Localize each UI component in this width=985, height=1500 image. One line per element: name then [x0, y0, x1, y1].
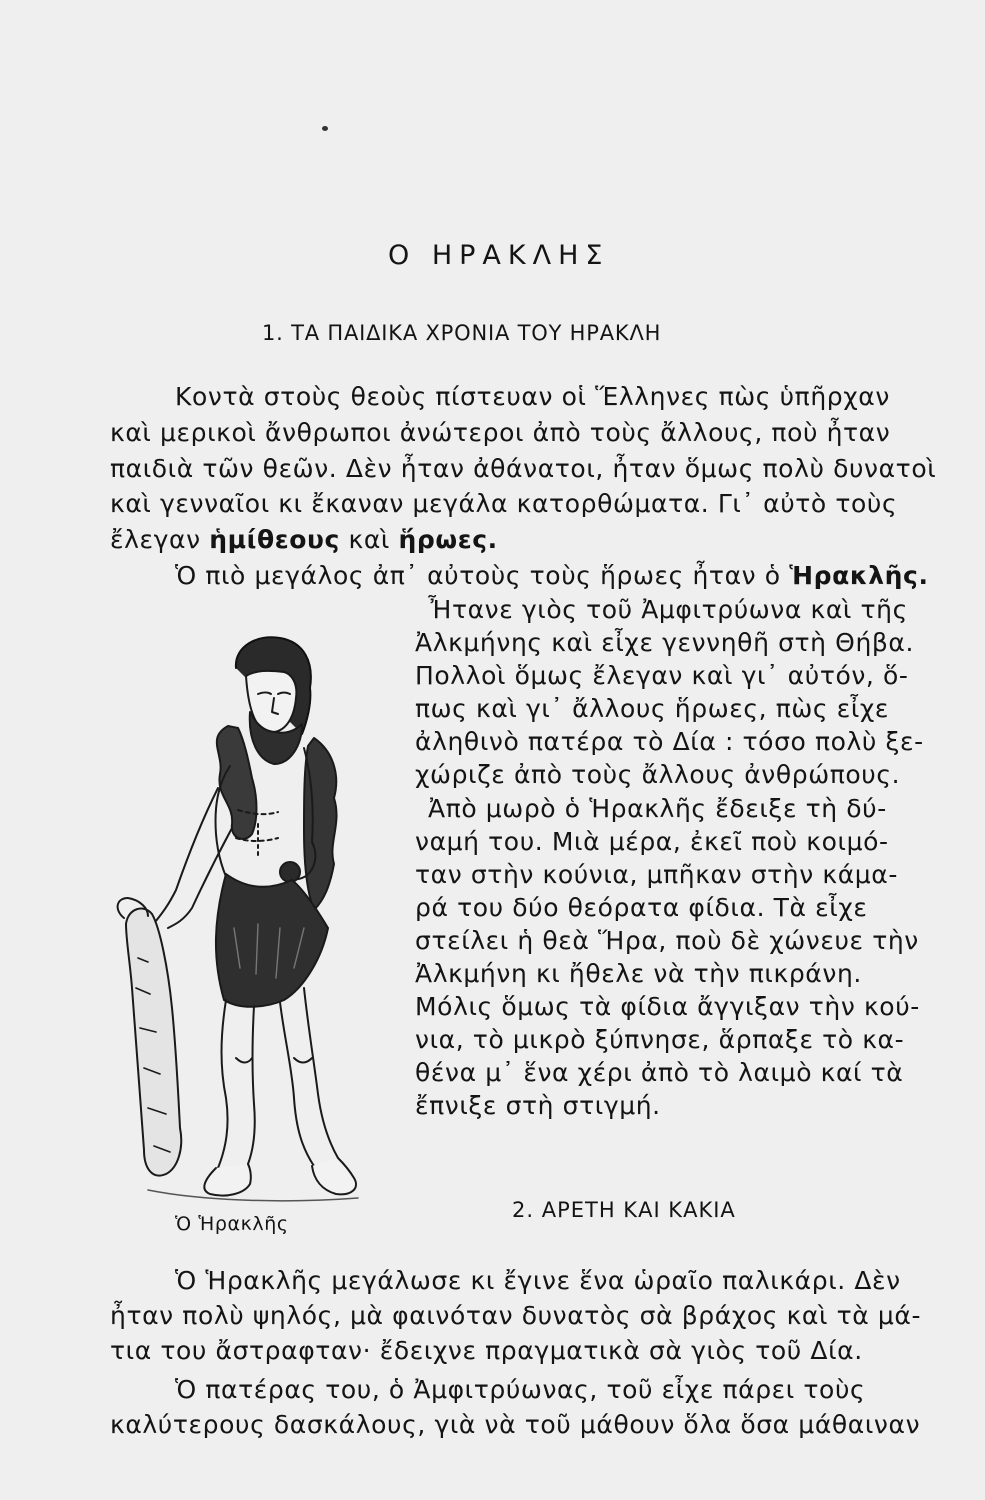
bold-term-demigods: ἡμίθεους: [209, 525, 340, 554]
text-line: Μόλις ὅμως τὰ φίδια ἄγγιξαν τὴν κού-: [415, 992, 920, 1021]
text-line: ἀληθινὸ πατέρα τὸ Δία : τόσο πολὺ ξε-: [415, 727, 924, 756]
section-heading-2: 2. ΑΡΕΤΗ ΚΑΙ ΚΑΚΙΑ: [512, 1198, 736, 1222]
text-line: στείλει ἡ θεὰ Ἥρα, ποὺ δὲ χώνευε τὴν: [415, 926, 919, 955]
section-heading-1: 1. ΤΑ ΠΑΙΔΙΚΑ ΧΡΟΝΙΑ ΤΟΥ ΗΡΑΚΛΗ: [262, 321, 662, 345]
text-line: ταν στὴν κούνια, μπῆκαν στὴν κάμα-: [415, 860, 898, 889]
speck: [322, 126, 328, 131]
text-line: Ἀλκμήνη κι ἤθελε νὰ τὴν πικράνη.: [415, 959, 862, 988]
text-line: καλύτερους δασκάλους, γιὰ νὰ τοῦ μάθουν ὅλα ὅσα μάθαιναν: [110, 1410, 921, 1439]
text-line: Ἦτανε γιὸς τοῦ Ἀμφιτρύωνα καὶ τῆς: [428, 595, 908, 624]
text-line: χώριζε ἀπὸ τοὺς ἄλλους ἀνθρώπους.: [415, 760, 901, 789]
text-line: ἦταν πολὺ ψηλός, μὰ φαινόταν δυνατὸς σὰ βράχος καὶ τὰ μά-: [110, 1301, 922, 1330]
text-line: παιδιὰ τῶν θεῶν. Δὲν ἦταν ἀθάνατοι, ἦταν ὅμως πολὺ δυνατοὶ: [110, 454, 937, 483]
text-line: νια, τὸ μικρὸ ξύπνησε, ἅρπαξε τὸ κα-: [415, 1025, 905, 1054]
text: ἔλεγαν: [110, 525, 210, 554]
text-line: Πολλοὶ ὅμως ἔλεγαν καὶ γι᾽ αὐτόν, ὅ-: [415, 661, 909, 690]
text-line: πως καὶ γι᾽ ἄλλους ἥρωες, πὼς εἶχε: [415, 694, 890, 723]
text-line: καὶ γενναῖοι κι ἔκαναν μεγάλα κατορθώματα. Γι᾽ αὐτὸ τοὺς: [110, 489, 898, 518]
figure-caption: Ὁ Ἡρακλῆς: [175, 1213, 289, 1235]
text-line: ἔπνιξε στὴ στιγμή.: [415, 1091, 661, 1120]
text-line: ναμή του. Μιὰ μέρα, ἐκεῖ ποὺ κοιμό-: [415, 827, 889, 856]
text-line: Ὁ Ἡρακλῆς μεγάλωσε κι ἔγινε ἕνα ὡραῖο παλικάρι. Δὲν: [175, 1266, 901, 1295]
bold-name-heracles: Ἡρακλῆς.: [789, 561, 929, 590]
page-title: Ο ΗΡΑΚΛΗΣ: [388, 240, 610, 271]
text-line-bold-terms: [110, 527, 498, 552]
text-line: θένα μ᾽ ἕνα χέρι ἀπὸ τὸ λαιμὸ καί τὰ: [415, 1058, 904, 1087]
text-line: ρά του δύο θεόρατα φίδια. Τὰ εἶχε: [415, 893, 868, 922]
text-line: Ὁ πατέρας του, ὁ Ἀμφιτρύωνας, τοῦ εἶχε πάρει τοὺς: [175, 1375, 866, 1404]
text: καὶ: [339, 525, 399, 554]
text-line: καὶ μερικοὶ ἄνθρωποι ἀνώτεροι ἀπὸ τοὺς ἄλλους, ποὺ ἦταν: [110, 418, 891, 447]
heracles-illustration: [108, 628, 370, 1206]
text-line: τια του ἄστραφταν· ἔδειχνε πραγματικὰ σὰ γιὸς τοῦ Δία.: [110, 1336, 863, 1365]
text: Ὁ πιὸ μεγάλος ἀπ᾽ αὐτοὺς τοὺς ἥρωες ἦταν ὁ: [175, 561, 790, 590]
bold-term-heroes: ἥρωες.: [398, 525, 498, 554]
text-line-bold-name: [175, 563, 929, 588]
text-line: Ἀπὸ μωρὸ ὁ Ἡρακλῆς ἔδειξε τὴ δύ-: [428, 794, 887, 823]
text-line: Ἀλκμήνης καὶ εἶχε γεννηθῆ στὴ Θήβα.: [415, 628, 915, 657]
text-line: Κοντὰ στοὺς θεοὺς πίστευαν οἱ Ἕλληνες πὼς ὑπῆρχαν: [175, 382, 890, 411]
